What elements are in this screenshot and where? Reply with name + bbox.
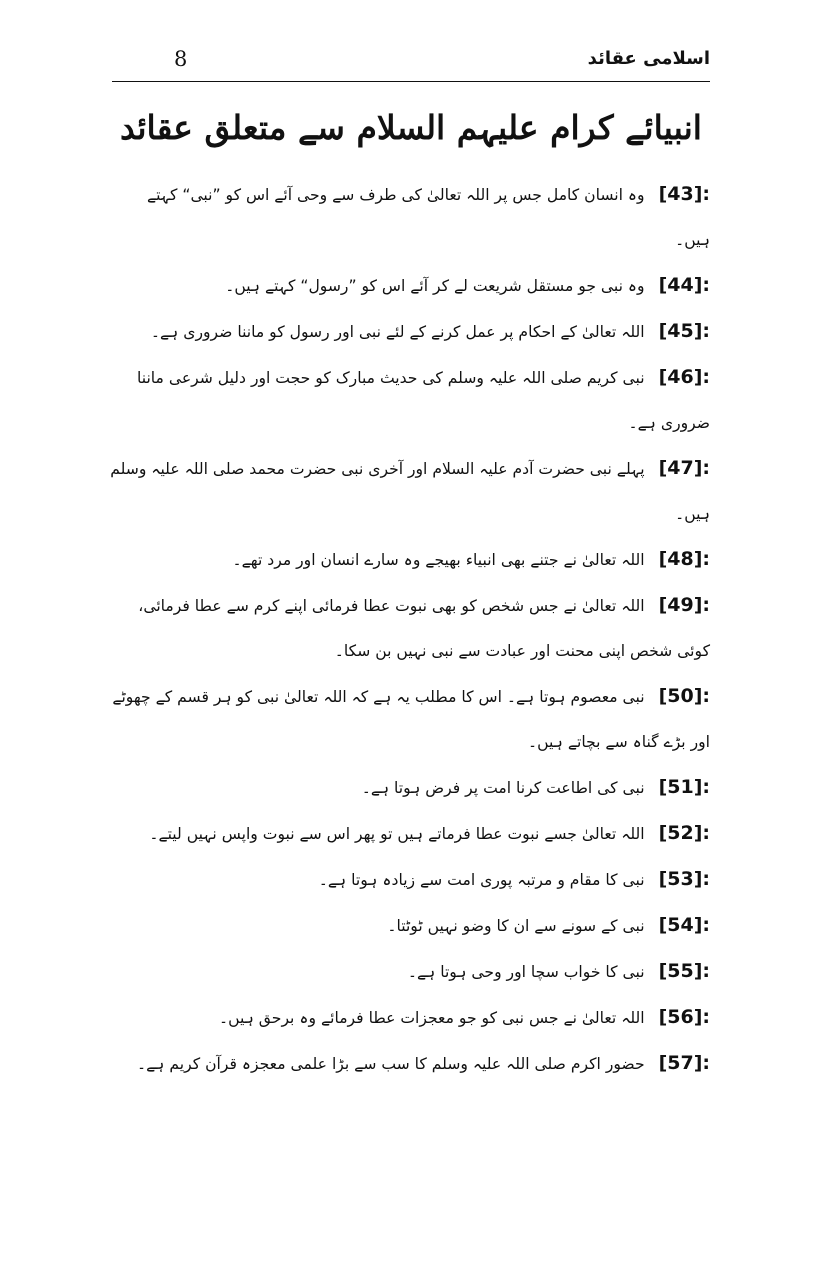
item-number: [56]:	[658, 1006, 710, 1028]
item-number: [47]:	[658, 457, 710, 479]
item-number: [55]:	[658, 960, 710, 982]
belief-item-52	[110, 811, 710, 857]
item-text: نبی کی اطاعت کرنا امت پر فرض ہوتا ہے۔	[361, 779, 645, 797]
item-text: اللہ تعالیٰ جسے نبوت عطا فرماتے ہیں تو پھر اس سے نبوت واپس نہیں لیتے۔	[149, 825, 645, 843]
belief-item-47	[110, 446, 710, 537]
running-header	[112, 44, 710, 80]
belief-item-50	[110, 674, 710, 765]
chapter-heading: انبیائے کرام علیہم السلام سے متعلق عقائد	[120, 108, 702, 147]
item-number: [43]:	[658, 183, 710, 205]
item-text: اللہ تعالیٰ نے جس شخص کو بھی نبوت عطا فرمائی اپنے کرم سے عطا فرمائی، کوئی شخص اپنی محنت اور عبادت سے نبی نہیں بن سکا۔	[138, 597, 710, 660]
belief-item-46	[110, 355, 710, 446]
item-number: [51]:	[658, 776, 710, 798]
item-number: [50]:	[658, 685, 710, 707]
item-text: نبی کریم صلی اللہ علیہ وسلم کی حدیث مبارک کو حجت اور دلیل شرعی ماننا ضروری ہے۔	[137, 369, 710, 432]
belief-item-56	[110, 995, 710, 1041]
item-text: وہ نبی جو مستقل شریعت لے کر آئے اس کو ”رسول“ کہتے ہیں۔	[225, 277, 645, 295]
item-text: وہ انسان کامل جس پر اللہ تعالیٰ کی طرف سے وحی آئے اس کو ”نبی“ کہتے ہیں۔	[147, 186, 710, 249]
item-text: پہلے نبی حضرت آدم علیہ السلام اور آخری نبی حضرت محمد صلی اللہ علیہ وسلم ہیں۔	[110, 460, 710, 523]
item-number: [54]:	[658, 914, 710, 936]
belief-item-49	[110, 583, 710, 674]
item-number: [46]:	[658, 366, 710, 388]
page-number: 8	[174, 47, 188, 71]
belief-item-45	[110, 309, 710, 355]
belief-item-57	[110, 1041, 710, 1087]
belief-item-51	[110, 765, 710, 811]
belief-item-55	[110, 949, 710, 995]
item-text: نبی کے سونے سے ان کا وضو نہیں ٹوٹتا۔	[387, 917, 645, 935]
item-number: [53]:	[658, 868, 710, 890]
belief-item-44	[110, 263, 710, 309]
running-title: اسلامی عقائد	[587, 48, 710, 69]
item-number: [57]:	[658, 1052, 710, 1074]
belief-item-54	[110, 903, 710, 949]
item-text: اللہ تعالیٰ کے احکام پر عمل کرنے کے لئے نبی اور رسول کو ماننا ضروری ہے۔	[150, 323, 645, 341]
item-number: [44]:	[658, 274, 710, 296]
item-text: حضور اکرم صلی اللہ علیہ وسلم کا سب سے بڑا علمی معجزہ قرآن کریم ہے۔	[137, 1055, 645, 1073]
item-number: [49]:	[658, 594, 710, 616]
item-number: [48]:	[658, 548, 710, 570]
item-text: اللہ تعالیٰ نے جس نبی کو جو معجزات عطا فرمائے وہ برحق ہیں۔	[219, 1009, 645, 1027]
belief-item-53	[110, 857, 710, 903]
belief-item-48	[110, 537, 710, 583]
item-text: نبی کا خواب سچا اور وحی ہوتا ہے۔	[407, 963, 645, 981]
item-text: اللہ تعالیٰ نے جتنے بھی انبیاء بھیجے وہ سارے انسان اور مرد تھے۔	[232, 551, 645, 569]
item-number: [52]:	[658, 822, 710, 844]
item-text: نبی معصوم ہوتا ہے۔ اس کا مطلب یہ ہے کہ اللہ تعالیٰ نبی کو ہر قسم کے چھوٹے اور بڑے گناہ سے بچاتے ہیں۔	[112, 688, 710, 751]
belief-item-43	[110, 172, 710, 263]
belief-list	[110, 172, 710, 1087]
item-text: نبی کا مقام و مرتبہ پوری امت سے زیادہ ہوتا ہے۔	[318, 871, 645, 889]
item-number: [45]:	[658, 320, 710, 342]
header-rule	[112, 81, 710, 82]
